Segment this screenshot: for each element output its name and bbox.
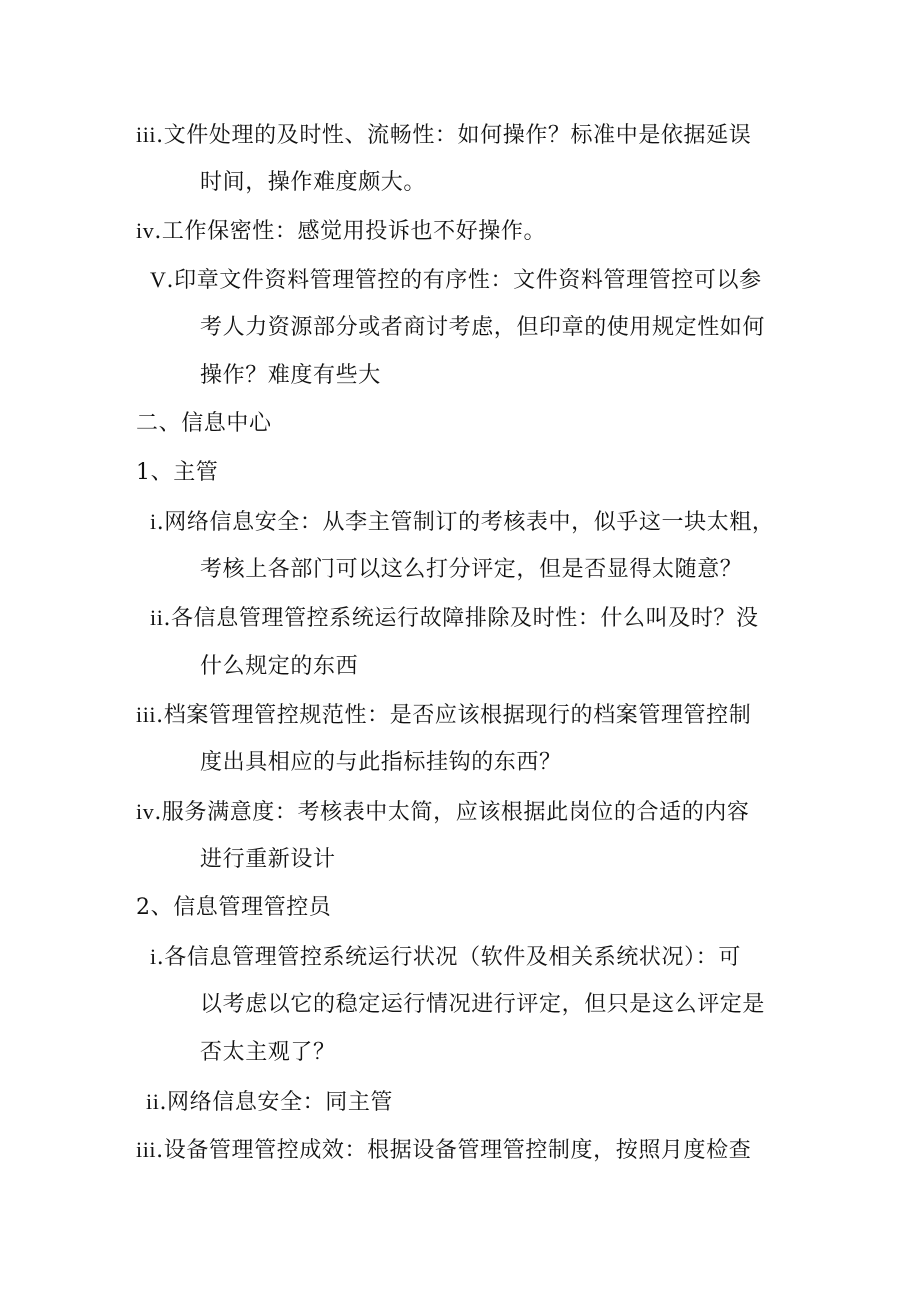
item-text: 进行重新设计: [200, 847, 336, 872]
item-text: .各信息管理管控系统运行故障排除及时性：什么叫及时？没: [163, 606, 759, 631]
continuation-line: [200, 313, 765, 343]
continuation-line: [200, 1038, 336, 1068]
item-line: [136, 700, 751, 731]
list-marker: iii: [136, 1137, 157, 1162]
heading-text: 1、主管: [136, 460, 219, 485]
list-marker: ii: [146, 1089, 160, 1114]
item-text: .服务满意度：考核表中太简，应该根据此岗位的合适的内容: [154, 800, 750, 825]
item-text: .文件处理的及时性、流畅性：如何操作？标准中是依据延误: [156, 123, 752, 148]
item-line: [146, 1087, 393, 1118]
item-line: [150, 265, 762, 296]
item-text: .档案管理管控规范性：是否应该根据现行的档案管理管控制: [156, 703, 752, 728]
continuation-line: [200, 990, 765, 1020]
item-text: 度出具相应的与此指标挂钩的东西？: [200, 750, 562, 775]
list-marker: iv: [136, 799, 155, 824]
item-line: [150, 507, 775, 538]
list-marker: ii: [150, 605, 164, 630]
list-marker: iii: [136, 122, 157, 147]
item-text: .印章文件资料管理管控的有序性：文件资料管理管控可以参: [166, 268, 762, 293]
continuation-line: [200, 555, 742, 585]
subsection-heading: [136, 458, 218, 488]
list-marker: iv: [136, 218, 155, 243]
section-heading: [136, 409, 272, 439]
item-text: .设备管理管控成效：根据设备管理管控制度，按照月度检查: [156, 1138, 752, 1163]
item-line: [136, 1135, 751, 1166]
item-text: .工作保密性：感觉用投诉也不好操作。: [154, 219, 547, 244]
heading-text: 2、信息管理管控员: [136, 895, 332, 920]
item-text: 时间，操作难度颇大。: [200, 170, 427, 195]
list-marker: i: [150, 509, 157, 534]
list-marker: i: [150, 944, 157, 969]
continuation-line: [200, 845, 336, 875]
item-text: 考人力资源部分或者商讨考虑，但印章的使用规定性如何: [200, 315, 766, 340]
continuation-line: [200, 652, 358, 682]
continuation-line: [200, 168, 426, 198]
item-line: [150, 603, 759, 634]
item-text: 考核上各部门可以这么打分评定，但是否显得太随意？: [200, 557, 743, 582]
subsection-heading: [136, 893, 331, 923]
continuation-line: [200, 748, 562, 778]
item-line: [136, 797, 750, 828]
heading-text: 二、信息中心: [136, 411, 272, 436]
list-marker: V: [150, 267, 167, 292]
item-line: [150, 942, 741, 973]
item-line: [136, 216, 546, 247]
item-text: 什么规定的东西: [200, 654, 359, 679]
item-text: .网络信息安全：同主管: [159, 1090, 394, 1115]
item-text: .各信息管理管控系统运行状况（软件及相关系统状况）：可: [156, 945, 741, 970]
item-text: 以考虑以它的稳定运行情况进行评定，但只是这么评定是: [200, 992, 766, 1017]
item-text: 否太主观了？: [200, 1040, 336, 1065]
item-text: 操作？难度有些大: [200, 363, 381, 388]
continuation-line: [200, 361, 381, 391]
item-line: [136, 120, 751, 151]
item-text: .网络信息安全：从李主管制订的考核表中，似乎这一块太粗，: [156, 510, 775, 535]
list-marker: iii: [136, 702, 157, 727]
